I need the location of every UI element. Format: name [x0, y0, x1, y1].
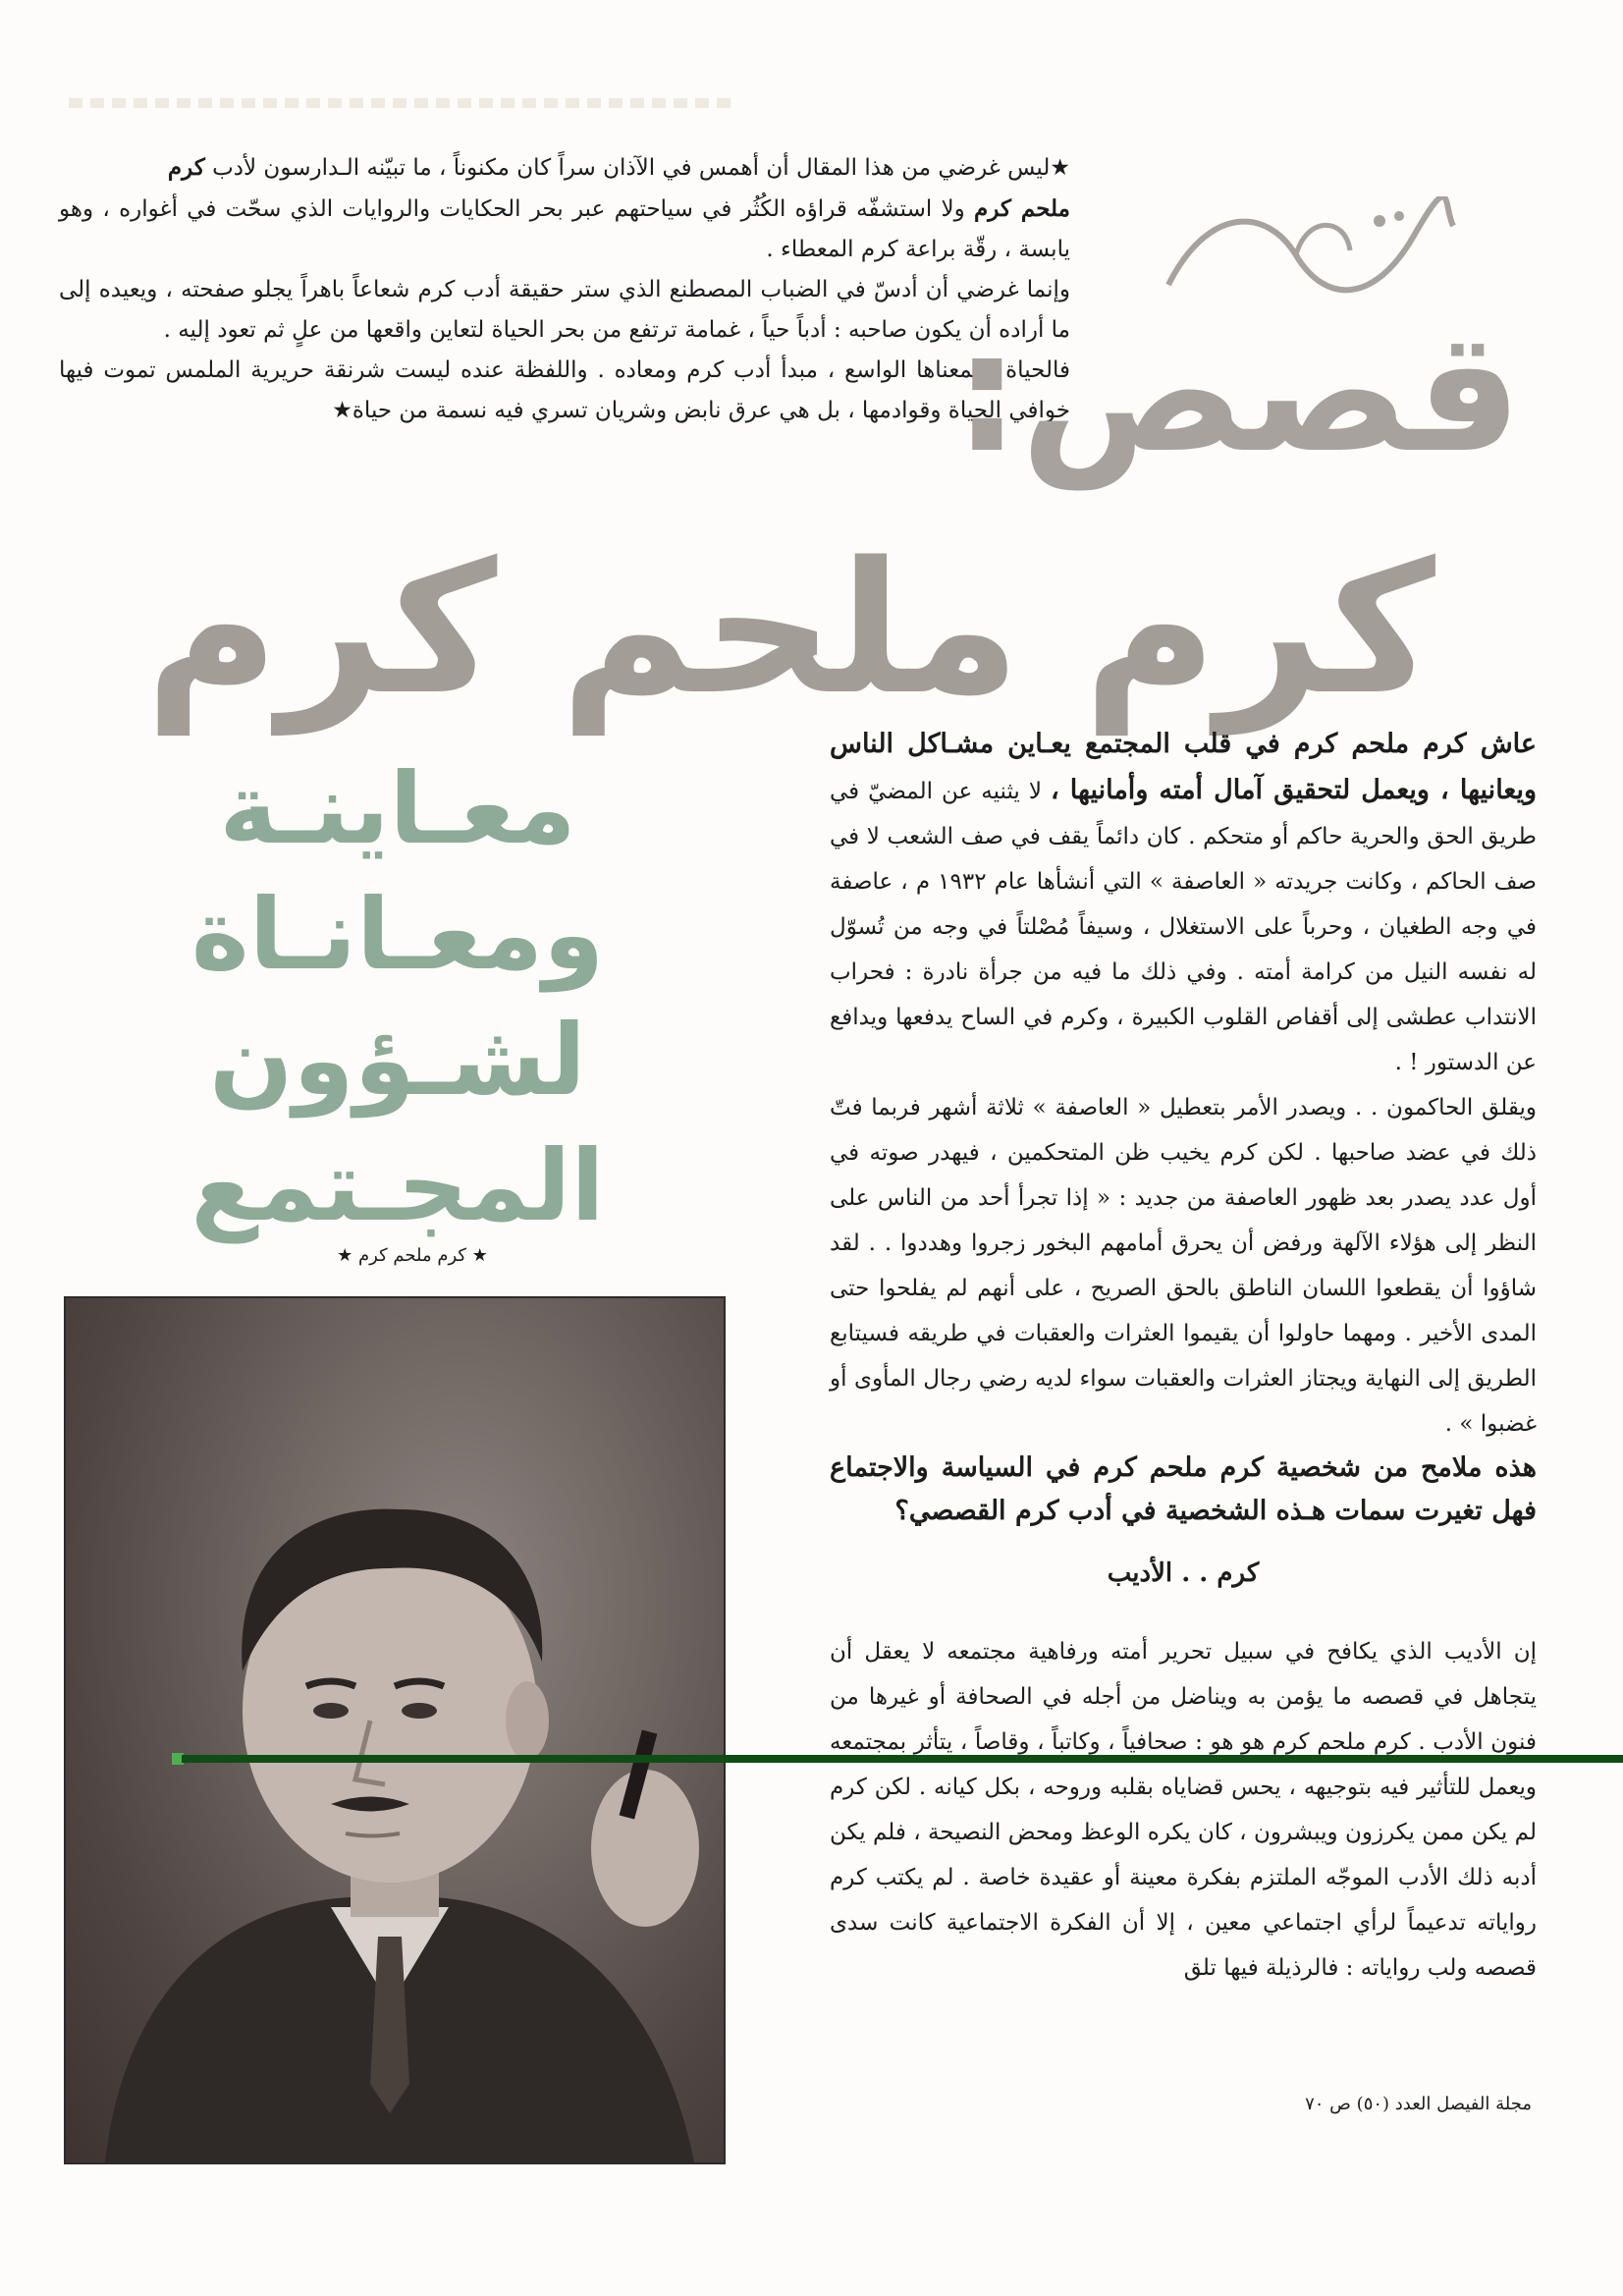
- subtitle-line-4: المجـتمع: [190, 1128, 605, 1243]
- subtitle: [49, 746, 746, 1249]
- intro-p1-text-2: ولا استشفّه قراؤه الكُثُر في سياحتهم عبر بحر الحكايات والروايات الذي سحّت في أغواره ، وهو يابسة ، رقّة براعة كرم المعطاء .: [59, 196, 1070, 262]
- intro-p1: [59, 147, 1070, 270]
- portrait-illustration: [66, 1298, 724, 2162]
- article-lead: عاش كرم ملحم كرم في قلب المجتمع يعـاين مشـاكل الناس ويعانيها ، ويعمل لتحقيق آمال أمته وأمانيها ،: [830, 729, 1537, 805]
- page-title: كرم ملحم كرم: [145, 522, 1435, 735]
- intro-p1-bold-name: كرم: [167, 154, 205, 181]
- intro-p3: فالحياة ، بمعناها الواسع ، مبدأ أدب كرم ومعاده . واللفظة عنده ليست شرنقة حريرية الملمس تموت فيها خوافي الحياة وقوادمها ، بل هي عرق نابض وشريان تسري فيه نسمة من حياة★: [59, 357, 1070, 423]
- subtitle-line-1: معـاينـة: [219, 751, 576, 866]
- article-p3: إن الأديب الذي يكافح في سبيل تحرير أمته ورفاهية مجتمعه لا يعقل أن يتجاهل في قصصه ما يؤمن به ويناضل من أجله في الصحافة أو غيرها من فنون الأدب . كرم ملحم كرم هو هو : صحافياً ، وكاتباً ، وقاصاً ، يتأثر بمجتمعه ويعمل للتأثير فيه بتوجيهه ، يحس قضاياه بقلبه وروحه ، بكل كيانه . لكن كرم لم يكن ممن يكرزون ويبشرون ، كان يكره الوعظ ومحض النصيحة ، فلم يكن أدبه ذلك الأدب الموجّه الملتزم بفكرة معينة أو عقيدة خاصة . لم يكتب كرم رواياته تدعيماً لرأي اجتماعي معين ، إلا أن الفكرة الاجتماعية كانت سدى قصصه ولب رواياته : فالرذيلة فيها تلق: [830, 1639, 1537, 1981]
- scan-artifact-line: [182, 1755, 1623, 1763]
- subtitle-line-3: لشـؤون: [209, 1003, 586, 1118]
- intro-p1-bold-name-2: ملحم كرم: [974, 195, 1070, 222]
- section-word: قصص:: [953, 296, 1522, 490]
- page-footer: مجلة الفيصل العدد (٥٠) ص ٧٠: [1305, 2094, 1532, 2114]
- article-p1: [830, 722, 1537, 1085]
- intro-p2: وإنما غرضي أن أدسّ في الضباب المصطنع الذي ستر حقيقة أدب كرم شعاعاً باهراً يجلو صفحته ، ويعيده إلى ما أراده أن يكون صاحبه : أدباً حياً ، غمامة ترتفع من بحر الحياة لتعاين واقعها من علٍ ثم تعود إليه .: [59, 277, 1070, 343]
- article-body: [830, 722, 1537, 1991]
- article-p1-text: لا يثنيه عن المضيّ في طريق الحق والحرية حاكم أو متحكم . كان دائماً يقف في صف الشعب لا في صف الحاكم ، وكانت جريدته « العاصفة » التي أنشأها عام ١٩٣٢ م ، عاصفة في وجه الطغيان ، وحرباً على الاستغلال ، وسيفاً مُصْلتاً في وجه من تُسوّل له نفسه النيل من كرامة أمته . وفي ذلك ما فيه من جرأة نادرة : فحراب الانتداب عطشى إلى أقفاص القلوب الكبيرة ، وكرم في الساح يدفعها ويدافع عن الدستور ! .: [830, 779, 1538, 1075]
- photo-caption: ★ كرم ملحم كرم ★: [337, 1245, 488, 1266]
- header-strip: [69, 98, 736, 108]
- article-question: هذه ملامح من شخصية كرم ملحم كرم في السياسة والاجتماع فهل تغيرت سمات هـذه الشخصية في أدب كرم القصصي؟: [830, 1452, 1537, 1526]
- intro-paragraph: [59, 147, 1070, 431]
- section-heading: كرم . . الأديب: [1107, 1558, 1260, 1588]
- intro-p1-text: ★ليس غرضي من هذا المقال أن أهمس في الآذان سراً كان مكنوناً ، ما تبيّنه الـدارسون لأدب: [204, 155, 1070, 181]
- portrait-photo: [64, 1296, 726, 2164]
- subtitle-line-2: ومعـانـاة: [190, 877, 605, 992]
- article-p2: ويقلق الحاكمون . . ويصدر الأمر بتعطيل « العاصفة » ثلاثة أشهر فربما فتّ ذلك في عضد صاحبها . لكن كرم يخيب ظن المتحكمين ، فيهدر صوته في أول عدد يصدر بعد ظهور العاصفة من جديد : « إذا تجرأ أحد من الناس على النظر إلى هؤلاء الآلهة ورفض أن يحرق أمامهم البخور زجروا وهددوا . . لقد شاؤوا أن يقطعوا اللسان الناطق بالحق الصريح ، على أنهم لم يفلحوا حتى المدى الأخير . ومهما حاولوا أن يقيموا العثرات والعقبات في طريقه فسيتابع الطريق إلى النهاية ويجتاز العثرات والعقبات سواء لديه رضي رجال المأوى أو غضبوا » .: [830, 1095, 1537, 1437]
